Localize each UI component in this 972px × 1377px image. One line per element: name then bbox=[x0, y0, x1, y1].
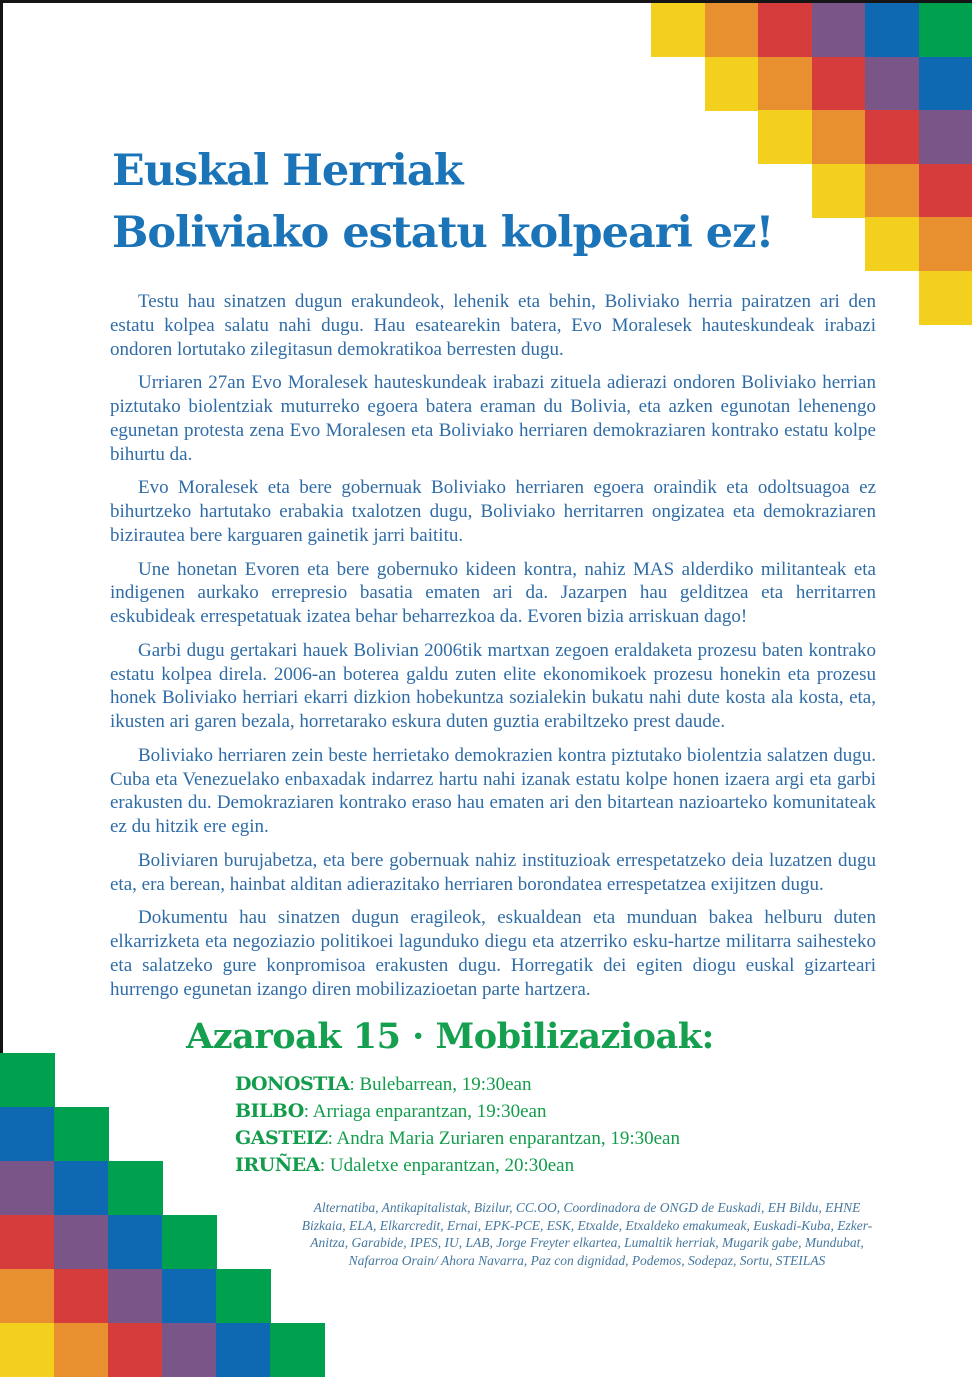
statement-paragraph: Garbi dugu gertakari hauek Bolivian 2006tik martxan zegoen eraldaketa prozesu baten kontrako estatu kolpea direla. 2006-an boterea galdu zuten elite ekonomikoek prozesu honekin eta prozesu honek Boliviako herriari ekarri dizkion hobekuntza sozialekin bukatu nahi dute kosta ala kosta, eta, ikusten ari garen bezala, horretarako eskura duten guztia erabiltzeko prest daude. bbox=[110, 639, 876, 732]
mobilization-heading: Azaroak 15 · Mobilizazioak: bbox=[186, 1016, 714, 1058]
mosaic-cell-purple bbox=[812, 3, 866, 57]
mosaic-cell-purple bbox=[919, 110, 972, 164]
city-details: : Andra Maria Zuriaren enparantzan, 19:30ean bbox=[327, 1128, 680, 1150]
mosaic-cell-blue bbox=[216, 1323, 271, 1377]
poster-title-line1: Euskal Herriak bbox=[112, 146, 463, 196]
statement-paragraph: Une honetan Evoren eta bere gobernuko kideen kontra, nahiz MAS alderdiko militanteak eta indigenen aurkako errepresio basatia ematen ari da. Jazarpen hau gelditzea eta herritarren eskubideak errespetatuak izatea behar beharrezkoa da. Evoren bizia arriskuan dago! bbox=[110, 558, 876, 627]
poster-title bbox=[112, 140, 773, 264]
mosaic-cell-blue bbox=[0, 1107, 55, 1162]
mosaic-cell-green bbox=[919, 3, 972, 57]
mosaic-cell-orange bbox=[812, 110, 866, 164]
mosaic-cell-yellow bbox=[865, 217, 919, 271]
mobilization-item-donostia bbox=[235, 1071, 876, 1098]
mosaic-cell-yellow bbox=[0, 1323, 55, 1377]
mobilization-item-irunea bbox=[235, 1152, 876, 1179]
mobilization-list bbox=[235, 1071, 876, 1179]
statement-paragraph: Boliviako herriaren zein beste herrietako demokrazien kontra piztutako biolentzia salatzen dugu. Cuba eta Venezuelako enbaxadak indarrez hartu nahi izanak estatu kolpe honen izaera argi eta garbi erakusten du. Demokraziaren kontrako eraso hau ematen ari den bitartean nazioarteko komunitateak ez du hitzik ere egin. bbox=[110, 744, 876, 837]
mosaic-cell-blue bbox=[865, 3, 919, 57]
mosaic-cell-purple bbox=[865, 57, 919, 111]
mosaic-cell-green bbox=[54, 1107, 109, 1162]
city-details: : Bulebarrean, 19:30ean bbox=[349, 1074, 532, 1096]
mosaic-cell-orange bbox=[758, 57, 812, 111]
statement-paragraph: Evo Moralesek eta bere gobernuak Boliviako herriaren egoera oraindik eta odoltsuagoa ez bihurtzeko hartutako erabakia txalotzen dugu, Boliviako herritarren ongizatea eta demokraziaren bizirautea bere karguaren gainetik jarri baititu. bbox=[110, 477, 876, 546]
mosaic-cell-orange bbox=[0, 1269, 55, 1324]
mosaic-cell-red bbox=[865, 110, 919, 164]
statement-content bbox=[110, 290, 876, 1270]
mosaic-cell-red bbox=[0, 1215, 55, 1270]
mobilization-item-bilbo bbox=[235, 1098, 876, 1125]
mobilization-item-gasteiz bbox=[235, 1125, 876, 1152]
mosaic-cell-purple bbox=[162, 1323, 217, 1377]
city-name: GASTEIZ bbox=[235, 1127, 328, 1150]
mosaic-cell-yellow bbox=[651, 3, 705, 57]
mosaic-cell-blue bbox=[54, 1161, 109, 1216]
mosaic-cell-red bbox=[812, 57, 866, 111]
mosaic-cell-yellow bbox=[919, 271, 972, 325]
page-border-left bbox=[0, 0, 3, 1377]
mosaic-cell-red bbox=[919, 164, 972, 218]
city-name: BILBO bbox=[235, 1100, 304, 1123]
mosaic-cell-blue bbox=[162, 1269, 217, 1324]
mosaic-cell-orange bbox=[705, 3, 759, 57]
signatories-credits: Alternatiba, Antikapitalistak, Bizilur, CC.OO, Coordinadora de ONGD de Euskadi, EH Bildu, EHNE Bizkaia, ELA, Elkarcredit, Ernai, EPK-PCE, ESK, Etxalde, Etxaldeko emakumeak, Euskadi-Kuba, Ezker-Anitza, Garabide, IPES, IU, LAB, Jorge Freyter elkartea, Lumaltik herriak, Mugarik gabe, Mundubat, Nafarroa Orain/ Ahora Navarra, Paz con dignidad, Podemos, Sodepaz, Sortu, STEILAS bbox=[301, 1200, 873, 1269]
page-border-top bbox=[0, 0, 972, 3]
poster-title-line2: Boliviako estatu kolpeari ez! bbox=[112, 208, 774, 258]
mosaic-cell-orange bbox=[54, 1323, 109, 1377]
statement-paragraph: Dokumentu hau sinatzen dugun eragileok, eskualdean eta munduan bakea helburu duten elkarrizketa eta negoziazio politikoei lagunduko diegu eta atzerriko esku-hartze militarra saihesteko eta salatzeko gure konpromisoa erakusten dugu. Horregatik dei egiten diogu euskal gizarteari hurrengo egunetan izango diren mobilizazioetan parte hartzera. bbox=[110, 907, 876, 1000]
mosaic-cell-green bbox=[216, 1269, 271, 1324]
mosaic-cell-purple bbox=[0, 1161, 55, 1216]
mosaic-cell-blue bbox=[919, 57, 972, 111]
city-name: IRUÑEA bbox=[235, 1154, 320, 1177]
mosaic-cell-orange bbox=[919, 217, 972, 271]
mosaic-cell-green bbox=[270, 1323, 325, 1377]
mosaic-cell-green bbox=[0, 1053, 55, 1108]
city-name: DONOSTIA bbox=[235, 1073, 350, 1096]
mosaic-cell-yellow bbox=[705, 57, 759, 111]
city-details: : Arriaga enparantzan, 19:30ean bbox=[303, 1101, 547, 1123]
statement-paragraph: Urriaren 27an Evo Moralesek hauteskundeak irabazi zituela adierazi ondoren Boliviako herrian piztutako biolentziak muturreko egoera batera eraman du Bolivia, eta azken egunotan lehenengo egunetan protesta zena Evo Moralesen eta Boliviako herriaren demokraziaren kontrako estatu kolpe bihurtu da. bbox=[110, 372, 876, 465]
mosaic-cell-orange bbox=[865, 164, 919, 218]
statement-paragraph: Boliviaren burujabetza, eta bere gobernuak nahiz instituzioak errespetatzeko deia luzatzen dugu eta, era berean, hainbat alditan adierazitako herriaren borondatea errespetatzea exijitzen dugu. bbox=[110, 849, 876, 895]
mosaic-cell-red bbox=[108, 1323, 163, 1377]
city-details: : Udaletxe enparantzan, 20:30ean bbox=[319, 1155, 575, 1177]
mosaic-cell-purple bbox=[54, 1215, 109, 1270]
mosaic-cell-yellow bbox=[812, 164, 866, 218]
statement-paragraph: Testu hau sinatzen dugun erakundeok, lehenik eta behin, Boliviako herria pairatzen ari den estatu kolpea salatu nahi dugu. Hau esatearekin batera, Evo Moralesek hauteskundeak irabazi ondoren lortutako zilegitasun demokratikoa berresten dugu. bbox=[110, 291, 876, 360]
mosaic-cell-red bbox=[54, 1269, 109, 1324]
mosaic-cell-purple bbox=[108, 1269, 163, 1324]
mosaic-cell-red bbox=[758, 3, 812, 57]
